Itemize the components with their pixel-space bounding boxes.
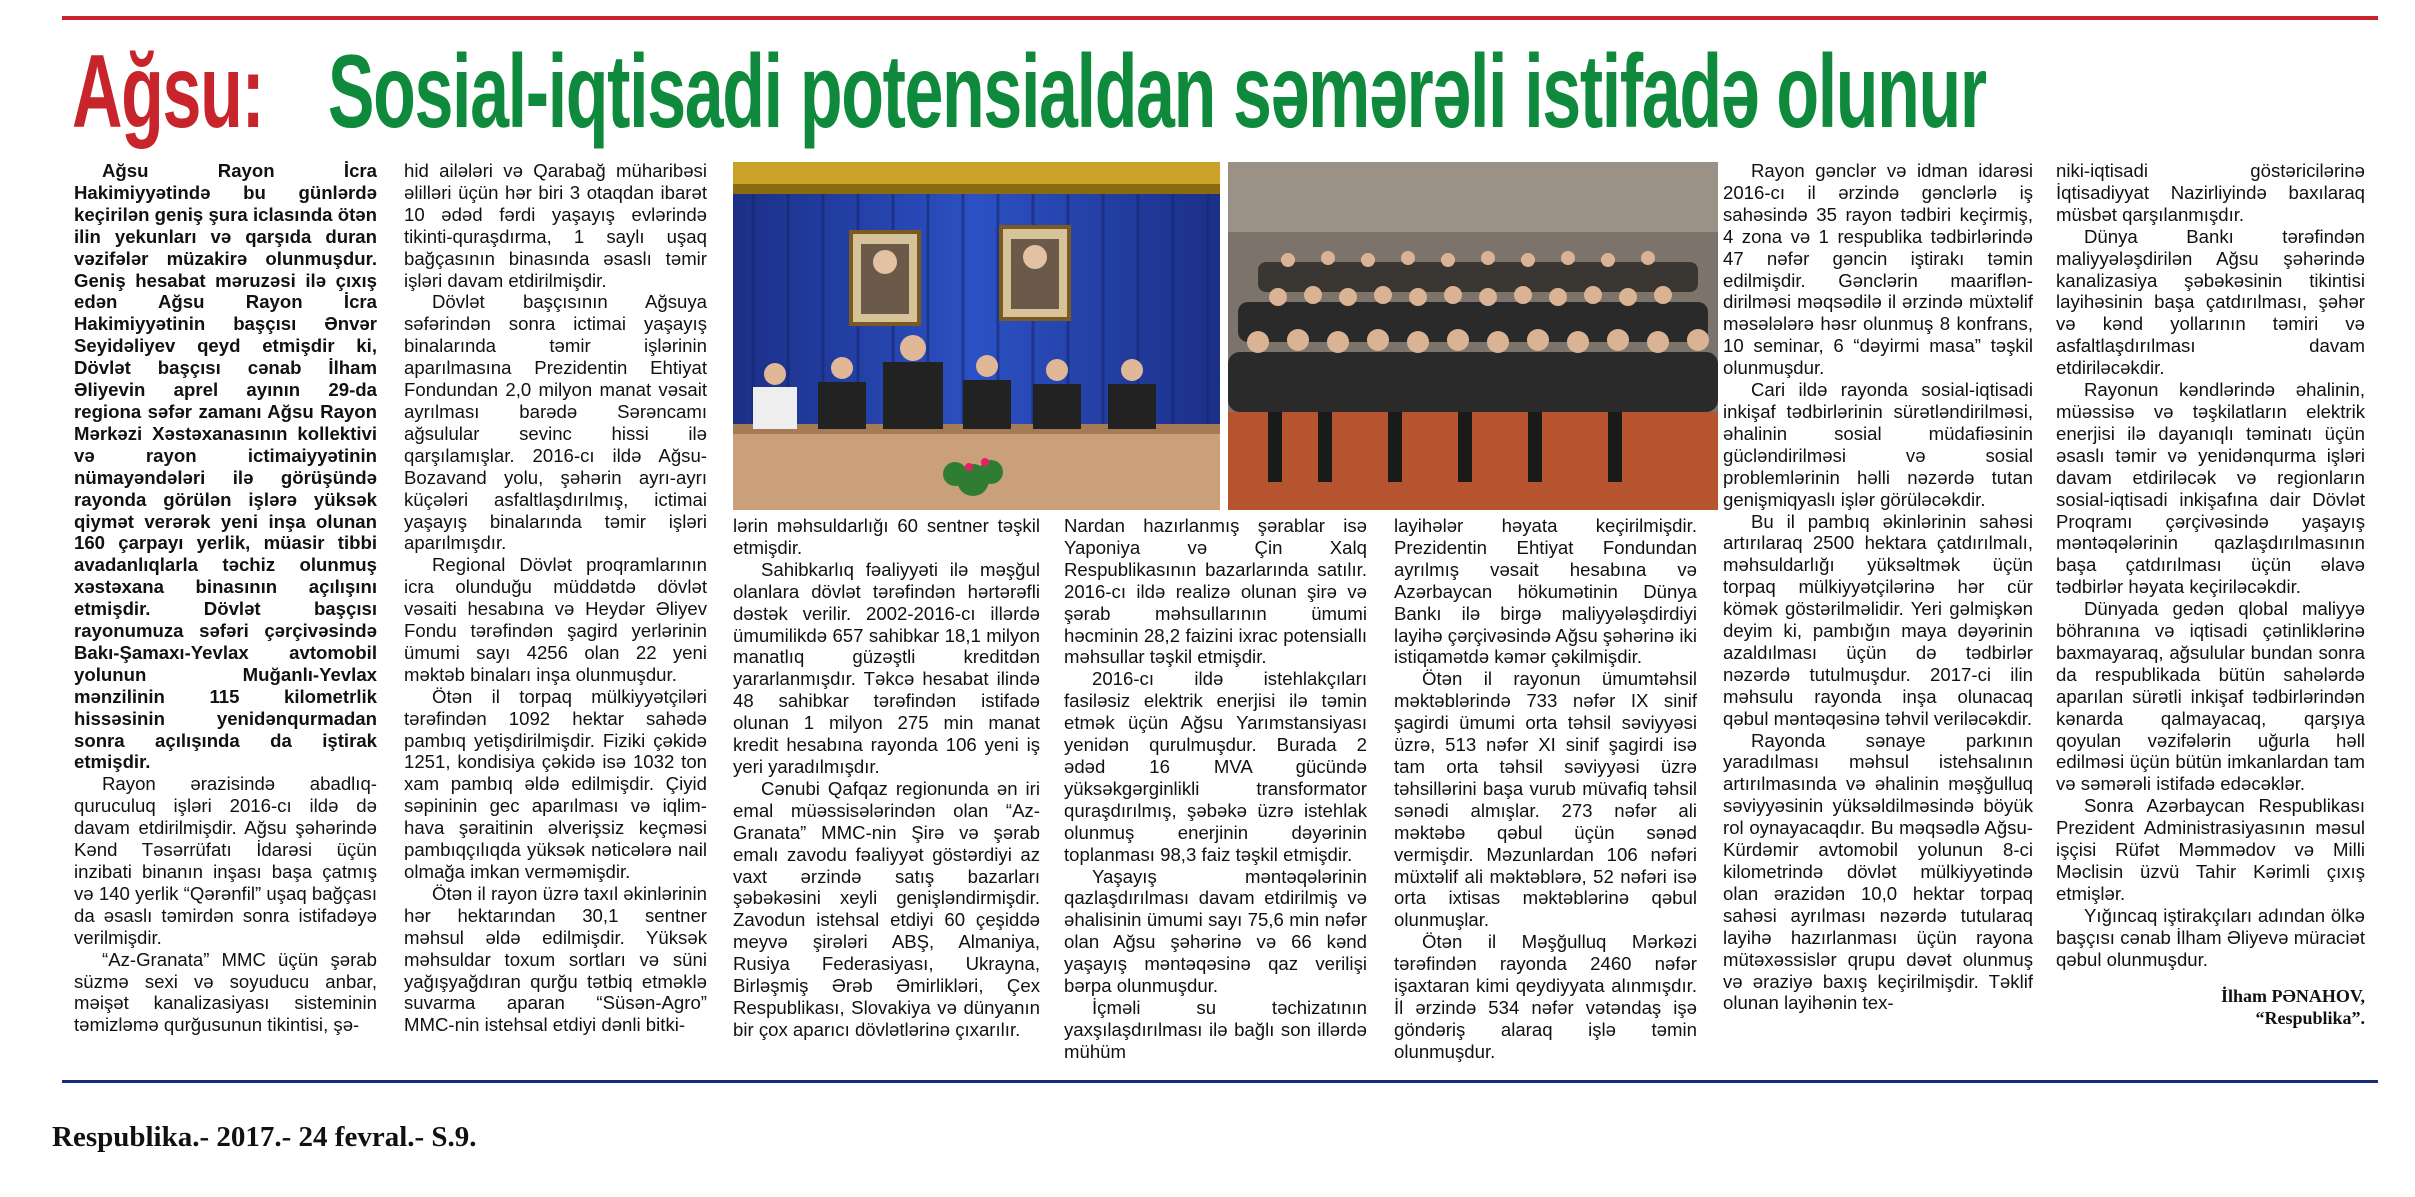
article-column-7 xyxy=(2056,160,2365,1065)
audience-photo xyxy=(1228,162,1718,510)
paragraph: Ötən il Məşğulluq Mərkəzi tərəfindən rayonda 2460 nəfər işaxtaran kimi qeydiyyata alınmışdır. İl ərzində 534 nəfər vətəndaş işə göndəriş alaraq işlə təmin olunmuşdur. xyxy=(1394,931,1697,1062)
paragraph: Yığıncaq iştirakçıları adından ölkə başçısı cənab İlham Əliyevə müraciət qəbul olunmuşdur. xyxy=(2056,904,2365,970)
paragraph: Ötən il rayon üzrə taxıl əkinlərinin hər hektarından 30,1 sentner məhsul əldə edilmişdir. Yüksək məhsuldar toxum sortları və süni yağışyağdıran qurğu tətbiq etməklə suvarma aparan “Süsən-Agro” MMC-nin istehsal etdiyi dənli bitki- xyxy=(404,882,707,1036)
presidium-photo xyxy=(733,162,1220,510)
paragraph: Dövlət başçısının Ağsuya səfərindən sonra ictimai yaşayış binalarında təmir işlərinin aparılmasına Prezidentin Ehtiyat Fondundan 2,0 milyon manat vəsait ayrılması barədə Sərəncamı ağsulular sevinc hissi ilə qarşılamışlar. 2016-cı ildə Ağsu-Bozavand yolu, şəhərin ayrı-ayrı küçələri asfaltlaşdırılmış, ictimai yaşayış binalarında təmir işləri aparılmışdır. xyxy=(404,291,707,554)
paragraph: Dünyada gedən qlobal maliyyə böhranına və iqtisadi çətinliklərinə baxmayaraq, ağsulular bundan sonra da respublikada bütün sahələrdə aparılan sürətli inkişaf tədbirlərindən kənarda qalmayacaq, qarşıya qoyulan vəzifələrin uğurla həll edilməsi üçün bütün imkanlardan tam və səmərəli istifadə edəcəklər. xyxy=(2056,598,2365,795)
paragraph: Rayon gənclər və idman idarəsi 2016-cı il ərzində gənclərlə iş sahəsində 35 rayon tədbiri keçirmiş, 4 zona və 1 respublika tədbirlərində 47 nəfər gəncin iştirakı təmin edilmişdir. Gənclərin maarifləndirilməsi məqsədilə il ərzində müxtəlif məsələlərə həsr olunmuş 8 konfrans, 10 seminar, 6 “dəyirmi masa” təşkil olunmuşdur. xyxy=(1723,160,2033,379)
paragraph: Ötən il torpaq mülkiyyətçiləri tərəfindən 1092 hektar sahədə pambıq yetişdirilmişdir. Fiziki çəkidə 1251, kondisiya çəkidə isə 1032 ton xam pambıq əldə edilmişdir. Çiyid səpininin gec aparılması və iqlim-hava şəraitinin əlverişsiz keçməsi pambıqçılıqda yüksək nəticələrə nail olmağa imkan verməmişdir. xyxy=(404,685,707,882)
article-column-6 xyxy=(1723,160,2033,1065)
source-citation: Respublika.- 2017.- 24 fevral.- S.9. xyxy=(52,1121,477,1153)
paragraph: Cari ildə rayonda sosial-iqtisadi inkişaf tədbirlərinin sürətləndirilməsi, əhalinin sosial müdafiəsinin gücləndirilməsi və sosial problemlərinin həlli nəzərdə tutan genişmiqyaslı işlər görüləcəkdir. xyxy=(1723,379,2033,510)
article-column-4 xyxy=(1064,515,1367,1065)
paragraph: Cənubi Qafqaz regionunda ən iri emal müəssisələrindən olan “Az-Granata” MMC-nin Şirə və şərab emalı zavodu fəaliyyət göstərdiyi az vaxt ərzində satış bazarları şəbəkəsini xeyli genişləndirmişdir. Zavodun istehsal etdiyi 60 çeşiddə meyvə şirələri ABŞ, Almaniya, Rusiya Federasiyası, Ukrayna, Birləşmiş Ərəb Əmirlikləri, Çex Respublikası, Slovakiya və dünyanın bir çox aparıcı dövlətlərinə çıxarılır. xyxy=(733,777,1040,1040)
paragraph: Sonra Azərbaycan Respublikası Prezident Administrasiyasının məsul işçisi Rüfət Məmmədov və Milli Məclisin üzvü Tahir Kərimli çıxış etmişlər. xyxy=(2056,795,2365,904)
paragraph: Nardan hazırlanmış şərablar isə Yaponiya və Çin Xalq Respublikasının bazarlarında satılır. 2016-cı ildə realizə olunan şirə və şərab məhsullarının ümumi həcminin 28,2 faizini ixrac potensiallı məhsullar təşkil etmişdir. xyxy=(1064,515,1367,668)
paragraph: Sahibkarlıq fəaliyyəti ilə məşğul olanlara dövlət tərəfindən hərtərəfli dəstək verilir. 2002-2016-cı illərdə ümumilikdə 657 sahibkar 18,1 milyon manatlıq güzəştli kreditdən yararlanmışdır. Təkcə hesabat ilində 48 sahibkar tərəfindən istifadə olunan 1 milyon 275 min manat kredit hesabına rayonda 106 yeni iş yeri yaradılmışdır. xyxy=(733,558,1040,777)
bottom-rule xyxy=(62,1080,2378,1083)
paragraph: Yaşayış məntəqələrinin qazlaşdırılması davam etdirilmiş və əhalisinin ümumi sayı 75,6 min nəfər olan Ağsu şəhərinə və 66 kənd yaşayış məntəqəsinə qaz verilişi bərpa olunmuşdur. xyxy=(1064,865,1367,997)
paragraph: niki-iqtisadi göstəricilərinə İqtisadiyyat Nazirliyində baxılaraq müsbət qarşılanmışdır. xyxy=(2056,160,2365,225)
signature-line: “Respublika”. xyxy=(2255,1007,2365,1028)
author-signature xyxy=(2056,985,2365,1029)
paragraph: “Az-Granata” MMC üçün şərab süzmə sexi və soyuducu anbar, məişət kanalizasiyası sisteminin təmizləmə qurğusunun tikintisi, şə- xyxy=(74,948,377,1036)
paragraph: layihələr həyata keçirilmişdir. Prezidentin Ehtiyat Fondundan ayrılmış vəsait hesabına və Azərbaycan hökumətinin Dünya Bankı ilə birgə maliyyələşdirdiyi layihə çərçivəsində Ağsu şəhərinə iki istiqamətdə kəmər çəkilmişdir. xyxy=(1394,515,1697,668)
audience-illustration xyxy=(1228,162,1718,510)
headline-text xyxy=(72,30,2349,155)
paragraph: Dünya Bankı tərəfindən maliyyələşdirilən Ağsu şəhərində kanalizasiya şəbəkəsinin tikintisi layihəsinin başa çatdırılması, şəhər və kənd yollarının təmiri və asfaltlaşdırılması davam etdiriləcəkdir. xyxy=(2056,225,2365,379)
paragraph: Rayon ərazisində abadlıq-quruculuq işləri 2016-cı ildə də davam etdirilmişdir. Ağsu şəhərində Kənd Təsərrüfatı İdarəsi üçün inzibati binanın inşası başa çatmış və 140 yerlik “Qərənfil” uşaq bağçası da əsaslı təmirdən sonra istifadəyə verilmişdir. xyxy=(74,773,377,948)
paragraph: Rayonun kəndlərində əhalinin, müəssisə və təşkilatların elektrik enerjisi ilə dayanıqlı təminatı üçün əsaslı təmir və yenidənqurma işləri davam etdiriləcək və regionların sosial-iqtisadi inkişafına dair Dövlət Proqramı çərçivəsində yaşayış məntəqələrinin qazlaşdırılmasının başa çatdırılması üçün əlavə tədbirlər həyata keçiriləcəkdir. xyxy=(2056,379,2365,598)
paragraph: 2016-cı ildə istehlakçıları fasiləsiz elektrik enerjisi ilə təmin etmək üçün Ağsu Yarımstansiyası yenidən qurulmuşdur. Burada 2 ədəd 16 MVA gücündə yüksəkgərginlikli transformator quraşdırılmış, şəbəkə üzrə istehlak olunmuş enerjinin dəyərinin toplanması 98,3 faiz təşkil etmişdir. xyxy=(1064,668,1367,865)
paragraph: hid ailələri və Qarabağ müharibəsi əlilləri üçün hər biri 3 otaqdan ibarət 10 ədəd fərdi yaşayış evlərində tikinti-quraşdırma, 1 saylı uşaq bağçasının binasında əsaslı təmir işləri davam etdirilmişdir. xyxy=(404,160,707,291)
article-column-2 xyxy=(404,160,707,1065)
presidium-illustration xyxy=(733,162,1220,510)
article-column-1 xyxy=(74,160,377,1065)
headline xyxy=(72,30,2372,155)
paragraph: Regional Dövlət proqramlarının icra olunduğu müddətdə dövlət vəsaiti hesabına və Heydər Əliyev Fondu tərəfindən şagird yerlərinin ümumi sayı 4256 olan 22 yeni məktəb binaları inşa olunmuşdur. xyxy=(404,554,707,685)
signature-line: İlham PƏNAHOV, xyxy=(2221,985,2365,1006)
paragraph: Bu il pambıq əkinlərinin sahəsi artırılaraq 2500 hektara çatdırılmalı, məhsuldarlığı yüksəltmək üçün torpaq mülkiyyətçilərinə hər cür kömək göstərilməlidir. Yeri gəlmişkən deyim ki, pambığın maya dəyərinin azaldılması üçün də tədbirlər nəzərdə tutulmuşdur. 2017-ci ilin məhsulu rayonda inşa olunacaq qəbul məntəqəsinə təhvil veriləcəkdir. xyxy=(1723,510,2033,729)
paragraph: Ağsu Rayon İcra Hakimiyyətində bu günlərdə keçirilən geniş şura iclasında ötən ilin yekunları və qarşıda duran vəzifələr müzakirə olunmuşdur. Geniş hesabat məruzəsi ilə çıxış edən Ağsu Rayon İcra Hakimiyyətinin başçısı Ənvər Seyidəliyev qeyd etmişdir ki, Dövlət başçısı cənab İlham Əliyevin aprel ayının 29-da regiona səfər zamanı Ağsu Rayon Mərkəzi Xəstəxanasının kollektivi və rayon ictimaiyyətinin nümayəndələri ilə görüşündə rayonda görülən işlərə yüksək qiymət verərək yeni inşa olunan 160 çarpayı yerlik, müasir tibbi avadanlıqlarla təchiz olunmuş xəstəxana binasının açılışını etmişdir. Dövlət başçısı rayonumuza səfəri çərçivəsində Bakı-Şamaxı-Yevlax avtomobil yolunun Muğanlı-Yevlax mənzilinin 115 kilometrlik hissəsinin yenidənqurmadan sonra açılışında da iştirak etmişdir. xyxy=(74,160,377,773)
paragraph: lərin məhsuldarlığı 60 sentner təşkil etmişdir. xyxy=(733,515,1040,558)
top-rule xyxy=(62,16,2378,20)
paragraph: Ötən il rayonun ümumtəhsil məktəblərində 733 nəfər IX sinif şagirdi ümumi orta təhsil səviyyəsi üzrə, 513 nəfər XI sinif şagirdi isə tam orta təhsil səviyyəsi üzrə təhsillərini başa vurub müvafiq təhsil sənədi almışlar. 273 nəfər ali məktəbə qəbul üçün sənəd vermişdir. Məzunlardan 106 nəfəri müxtəlif ali məktəblərə, 52 nəfəri isə orta ixtisas məktəblərinə qəbul olunmuşlar. xyxy=(1394,668,1697,931)
headline-title: Sosial-iqtisadi potensialdan səmərəli istifadə olunur xyxy=(327,34,1986,150)
article-column-3 xyxy=(733,515,1040,1065)
paragraph: Rayonda sənaye parkının yaradılması məhsul istehsalının artırılmasında və əhalinin məşğulluq səviyyəsinin yüksəldilməsində böyük rol oynayacaqdır. Bu məqsədlə Ağsu-Kürdəmir avtomobil yolunun 8-ci kilometrində dövlət mülkiyyətində olan ərazidən 10,0 hektar torpaq sahəsi ayrılması nəzərdə tutularaq layihə hazırlanması üçün rayona mütəxəssislər qrupu dəvət olunmuş və əraziyə baxış keçirilmişdir. Təklif olunan layihənin tex- xyxy=(1723,729,2033,1014)
headline-kicker: Ağsu: xyxy=(72,34,264,150)
article-column-5 xyxy=(1394,515,1697,1065)
paragraph: İçməli su təchizatının yaxşılaşdırılması ilə bağlı son illərdə mühüm xyxy=(1064,996,1367,1062)
